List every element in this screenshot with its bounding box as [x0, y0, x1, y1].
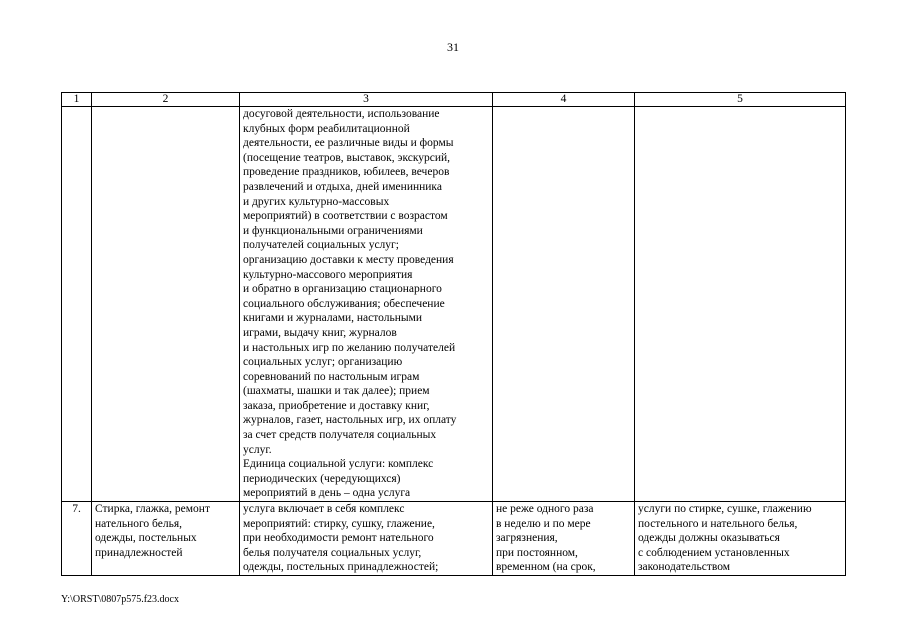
text-line: соревнований по настольным играм — [243, 370, 420, 383]
text-line: организацию доставки к месту проведения — [243, 253, 454, 266]
text-line: деятельности, ее различные виды и формы — [243, 137, 454, 150]
row-number: 7. — [62, 502, 92, 576]
continued-col-3 — [240, 107, 493, 502]
text-line: в неделю и по мере — [496, 517, 591, 530]
text-line: социального обслуживания; обеспечение — [243, 297, 445, 310]
text-line: получателей социальных услуг; — [243, 239, 399, 252]
text-line: заказа, приобретение и доставку книг, — [243, 399, 430, 412]
header-col-3: 3 — [240, 93, 493, 107]
text-line: мероприятий) в соответствии с возрастом — [243, 210, 448, 223]
text-line: мероприятий: стирку, сушку, глажение, — [243, 517, 435, 530]
file-path-footer: Y:\ORST\0807p575.f23.docx — [61, 594, 179, 605]
text-line: услуг. — [243, 443, 272, 456]
text-line: за счет средств получателя социальных — [243, 429, 437, 442]
text-line: книгами и журналами, настольными — [243, 312, 423, 325]
text-line: и других культурно-массовых — [243, 195, 390, 208]
text-line: и функциональными ограничениями — [243, 224, 423, 237]
text-line: белья получателя социальных услуг, — [243, 546, 422, 559]
continued-col-4 — [493, 107, 635, 502]
continued-col-1 — [62, 107, 92, 502]
text-line: временном (на срок, — [496, 561, 596, 574]
text-line: Стирка, глажка, ремонт — [95, 503, 210, 516]
header-col-5: 5 — [635, 93, 846, 107]
text-line: досуговой деятельности, использование — [243, 108, 440, 120]
header-col-1: 1 — [62, 93, 92, 107]
text-line: при постоянном, — [496, 546, 578, 559]
text-line: нательного белья, — [95, 517, 182, 530]
page-number: 31 — [447, 40, 459, 54]
text-line: клубных форм реабилитационной — [243, 122, 410, 135]
header-col-2: 2 — [92, 93, 240, 107]
text-line: культурно-массового мероприятия — [243, 268, 413, 281]
text-line: одежды, постельных — [95, 532, 197, 545]
service-description-cell — [240, 502, 493, 576]
text-line: одежды, постельных принадлежностей; — [243, 561, 439, 574]
text-line: услуга включает в себя комплекс — [243, 503, 405, 516]
service-standard-cell — [635, 502, 846, 576]
text-line: играми, выдачу книг, журналов — [243, 326, 397, 339]
text-line: журналов, газет, настольных игр, их оплату — [243, 414, 457, 427]
table-row-continued — [62, 107, 846, 502]
text-line: при необходимости ремонт нательного — [243, 532, 434, 545]
continued-col-5 — [635, 107, 846, 502]
continued-col-2 — [92, 107, 240, 502]
text-line: проведение праздников, юбилеев, вечеров — [243, 166, 450, 179]
text-line: (шахматы, шашки и так далее); прием — [243, 385, 430, 398]
text-line: социальных услуг; организацию — [243, 356, 403, 369]
header-row — [62, 93, 846, 107]
text-line: периодических (чередующихся) — [243, 472, 401, 485]
service-name-cell — [92, 502, 240, 576]
text-line: услуги по стирке, сушке, глажению — [638, 503, 812, 516]
text-line: с соблюдением установленных — [638, 546, 790, 559]
text-line: одежды должны оказываться — [638, 532, 780, 545]
services-table — [61, 92, 846, 576]
service-frequency-cell — [493, 502, 635, 576]
text-line: развлечений и отдыха, дней именинника — [243, 180, 442, 193]
table-row-7 — [62, 502, 846, 576]
text-line: не реже одного раза — [496, 503, 594, 516]
header-col-4: 4 — [493, 93, 635, 107]
text-line: Единица социальной услуги: комплекс — [243, 458, 434, 471]
text-line: постельного и нательного белья, — [638, 517, 798, 530]
text-line: законодательством — [638, 561, 731, 574]
text-line: мероприятий в день – одна услуга — [243, 487, 411, 500]
text-line: загрязнения, — [496, 532, 558, 545]
text-line: принадлежностей — [95, 546, 183, 559]
text-line: и настольных игр по желанию получателей — [243, 341, 456, 354]
text-line: и обратно в организацию стационарного — [243, 283, 442, 296]
text-line: (посещение театров, выставок, экскурсий, — [243, 151, 451, 164]
